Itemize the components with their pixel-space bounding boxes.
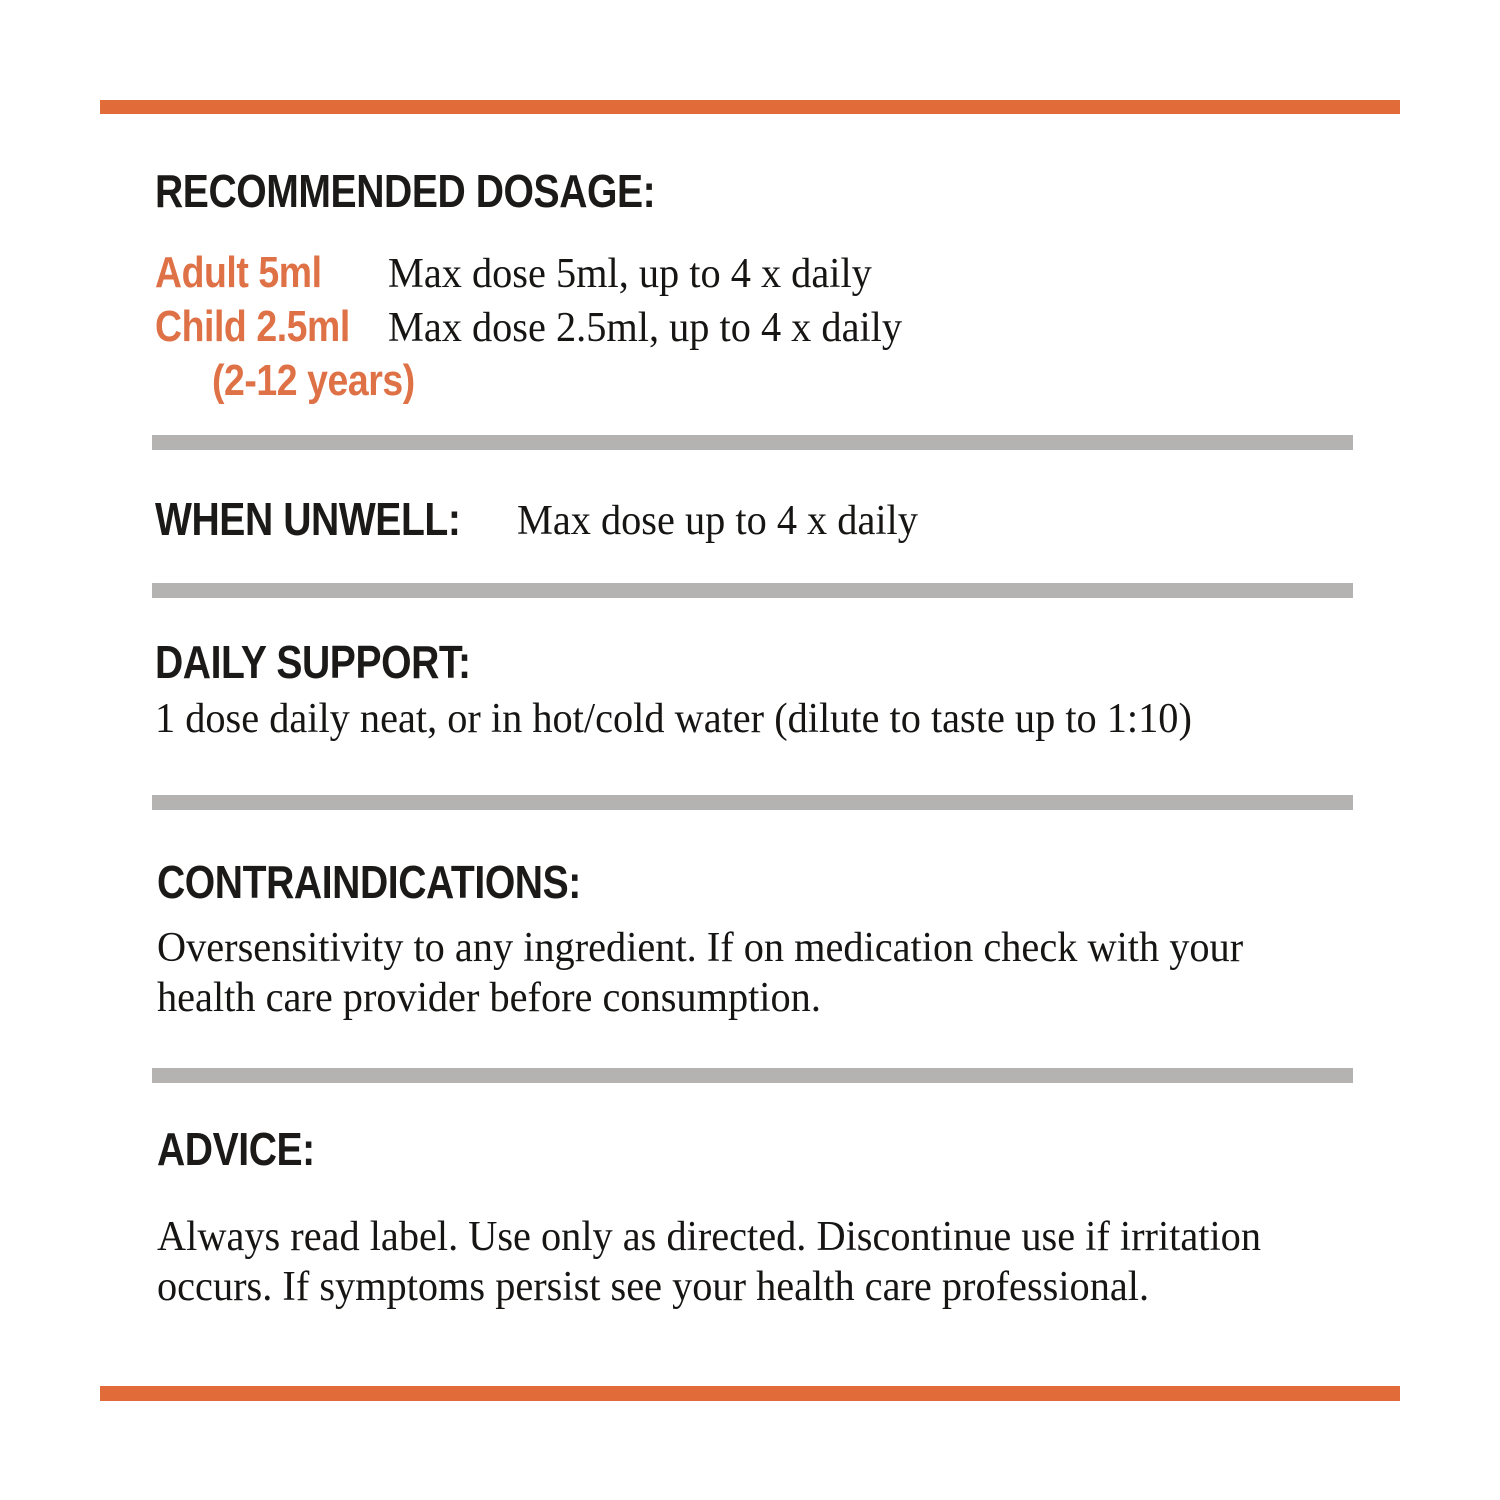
- advice-text-line-1: Always read label. Use only as directed. Discontinue use if irritation: [157, 1214, 1261, 1260]
- dosage-row-child-value: Max dose 2.5ml, up to 4 x daily: [388, 305, 903, 351]
- dosage-row-child-label: Child 2.5ml: [155, 302, 350, 351]
- contraindications-text-line-1: Oversensitivity to any ingredient. If on medication check with your: [157, 925, 1244, 971]
- dosage-row-adult-value: Max dose 5ml, up to 4 x daily: [388, 251, 872, 297]
- section-divider-2: [152, 583, 1353, 598]
- section-divider-3: [152, 795, 1353, 810]
- contraindications-text-line-2: health care provider before consumption.: [157, 975, 821, 1021]
- advice-heading: ADVICE:: [157, 1123, 315, 1175]
- recommended-dosage-heading: RECOMMENDED DOSAGE:: [155, 165, 656, 217]
- contraindications-heading: CONTRAINDICATIONS:: [157, 856, 581, 908]
- daily-support-heading: DAILY SUPPORT:: [155, 636, 471, 688]
- section-divider-4: [152, 1068, 1353, 1083]
- when-unwell-heading: WHEN UNWELL:: [155, 493, 461, 545]
- top-orange-rule: [100, 100, 1400, 114]
- bottom-orange-rule: [100, 1386, 1400, 1401]
- when-unwell-text: Max dose up to 4 x daily: [517, 498, 918, 544]
- dosage-row-adult-label: Adult 5ml: [155, 248, 322, 297]
- section-divider-1: [152, 435, 1353, 450]
- dosage-row-child-age-range: (2-12 years): [212, 356, 415, 405]
- advice-text-line-2: occurs. If symptoms persist see your health care professional.: [157, 1264, 1150, 1310]
- daily-support-text: 1 dose daily neat, or in hot/cold water (dilute to taste up to 1:10): [155, 696, 1192, 742]
